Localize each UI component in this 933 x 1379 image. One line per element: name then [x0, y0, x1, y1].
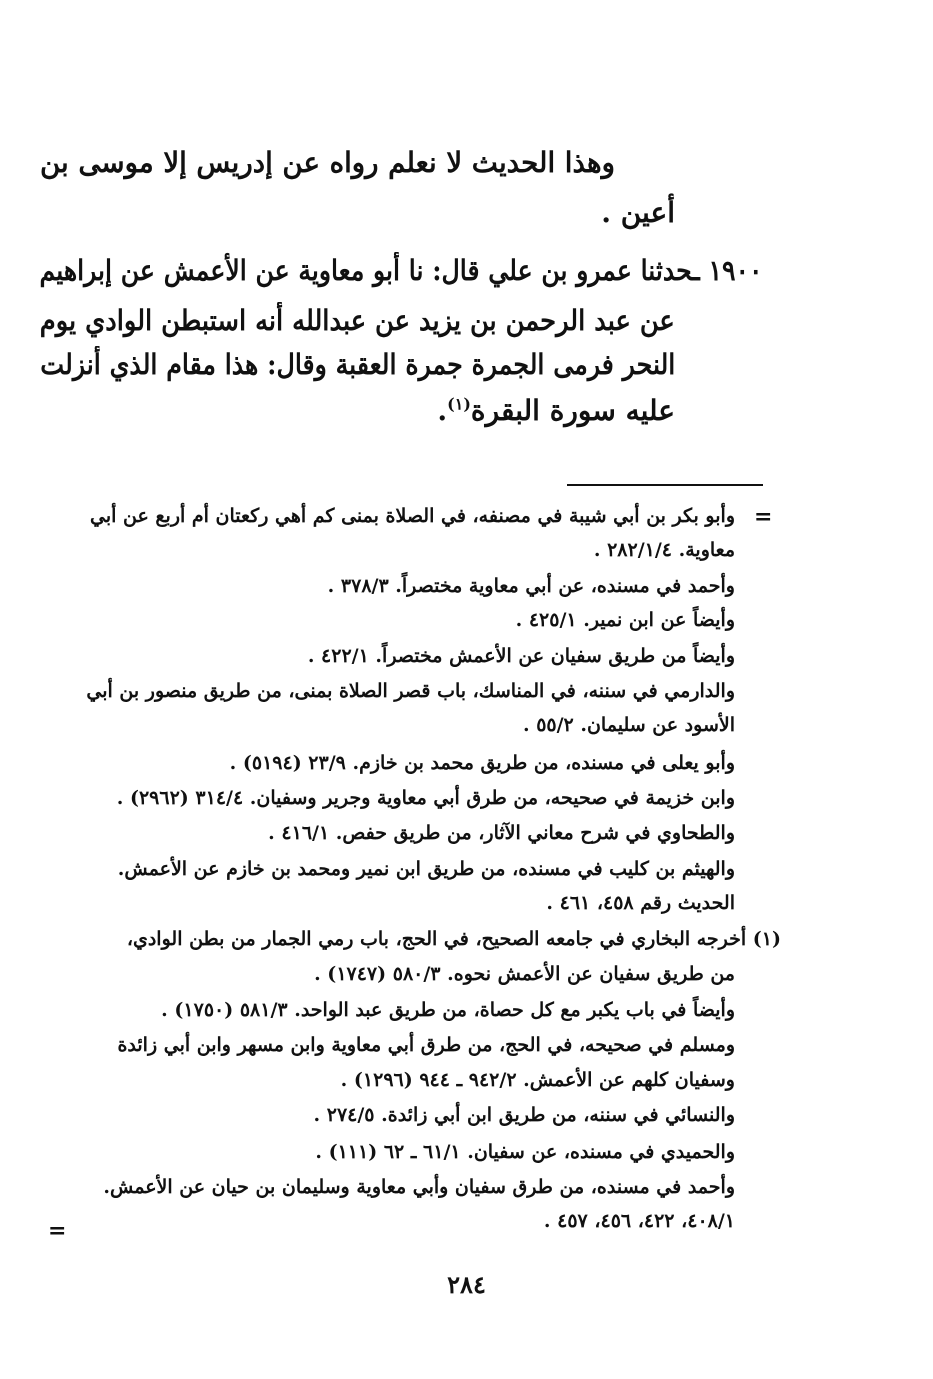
- continuation-marker: =: [754, 504, 773, 530]
- footnote-line: وأيضاً في باب يكبر مع كل حصاة، من طريق عبد الواحد. ٥٨١/٣ (١٧٥٠) .: [161, 999, 735, 1021]
- hadith-line-2: عن عبد الرحمن بن يزيد عن عبدالله أنه استبطن الوادي يوم: [40, 304, 675, 337]
- footnote-separator: [567, 484, 763, 486]
- footnote-line: من طريق سفيان عن الأعمش نحوه. ٥٨٠/٣ (١٧٤٧) .: [314, 963, 735, 985]
- footnote-line: والطحاوي في شرح معاني الآثار، من طريق حفص. ٤١٦/١ .: [268, 822, 735, 844]
- hadith-line-4: [437, 394, 675, 427]
- footnote-line: وابن خزيمة في صحيحه، من طرق أبي معاوية وجرير وسفيان. ٣١٤/٤ (٢٩٦٢) .: [116, 787, 735, 809]
- footnote-line: والحميدي في مسنده، عن سفيان. ٦١/١ ـ ٦٢ (١١١) .: [315, 1141, 735, 1163]
- footnote-line: والهيثم بن كليب في مسنده، من طريق ابن نمير ومحمد بن خازم عن الأعمش.: [117, 858, 735, 880]
- footnote-line: والنسائي في سننه، من طريق ابن أبي زائدة. ٢٧٤/٥ .: [313, 1104, 735, 1126]
- hadith-end: .: [437, 394, 448, 427]
- footnote-line: وأبو يعلى في مسنده، من طريق محمد بن خازم. ٢٣/٩ (٥١٩٤) .: [229, 752, 735, 774]
- hadith-last-text: عليه سورة البقرة: [470, 394, 675, 427]
- hadith-line-3: النحر فرمى الجمرة جمرة العقبة وقال: هذا مقام الذي أنزلت: [40, 348, 675, 381]
- page-number: ٢٨٤: [447, 1270, 486, 1299]
- hadith-number: ١٩٠٠ ـ: [692, 254, 763, 287]
- footnote-line: وسفيان كلهم عن الأعمش. ٩٤٢/٢ ـ ٩٤٤ (١٢٩٦) .: [340, 1069, 735, 1091]
- end-continuation-marker: =: [48, 1218, 67, 1244]
- footnote-line: ومسلم في صحيحه، في الحج، من طرق أبي معاوية وابن مسهر وابن أبي زائدة: [117, 1034, 735, 1056]
- footnote-line: وأحمد في مسنده، من طرق سفيان وأبي معاوية وسليمان بن حيان عن الأعمش.: [103, 1176, 735, 1198]
- footnote-line: معاوية. ٢٨٢/١/٤ .: [593, 539, 735, 561]
- footnote-line: وأبو بكر بن أبي شيبة في مصنفه، في الصلاة بمنى كم أهي ركعتان أم أربع عن أبي: [89, 505, 735, 527]
- footnote-line: وأحمد في مسنده، عن أبي معاوية مختصراً. ٣٧٨/٣ .: [327, 575, 735, 597]
- hadith-first-line: [40, 254, 763, 287]
- footnote-line: وأيضاً من طريق سفيان عن الأعمش مختصراً. ٤٢٢/١ .: [307, 645, 735, 667]
- footnote-ref: (١): [447, 394, 471, 414]
- footnote-1-first-line: (١) أخرجه البخاري في جامعه الصحيح، في الحج، باب رمي الجمار من بطن الوادي،: [126, 928, 781, 950]
- main-line-2: أعين .: [601, 196, 675, 229]
- hadith-line-1: حدثنا عمرو بن علي قال: نا أبو معاوية عن الأعمش عن إبراهيم: [40, 254, 693, 287]
- footnote-line: والدارمي في سننه، في المناسك، باب قصر الصلاة بمنى، من طريق منصور بن أبي: [86, 680, 735, 702]
- footnote-line: الأسود عن سليمان. ٥٥/٢ .: [522, 714, 735, 736]
- footnote-line: ٤٠٨/١، ٤٢٢، ٤٥٦، ٤٥٧ .: [543, 1210, 735, 1232]
- footnote-line: وأيضاً عن ابن نمير. ٤٢٥/١ .: [515, 609, 735, 631]
- main-line-1: وهذا الحديث لا نعلم رواه عن إدريس إلا موسى بن: [40, 146, 615, 179]
- footnote-line: الحديث رقم ٤٥٨، ٤٦١ .: [546, 892, 735, 914]
